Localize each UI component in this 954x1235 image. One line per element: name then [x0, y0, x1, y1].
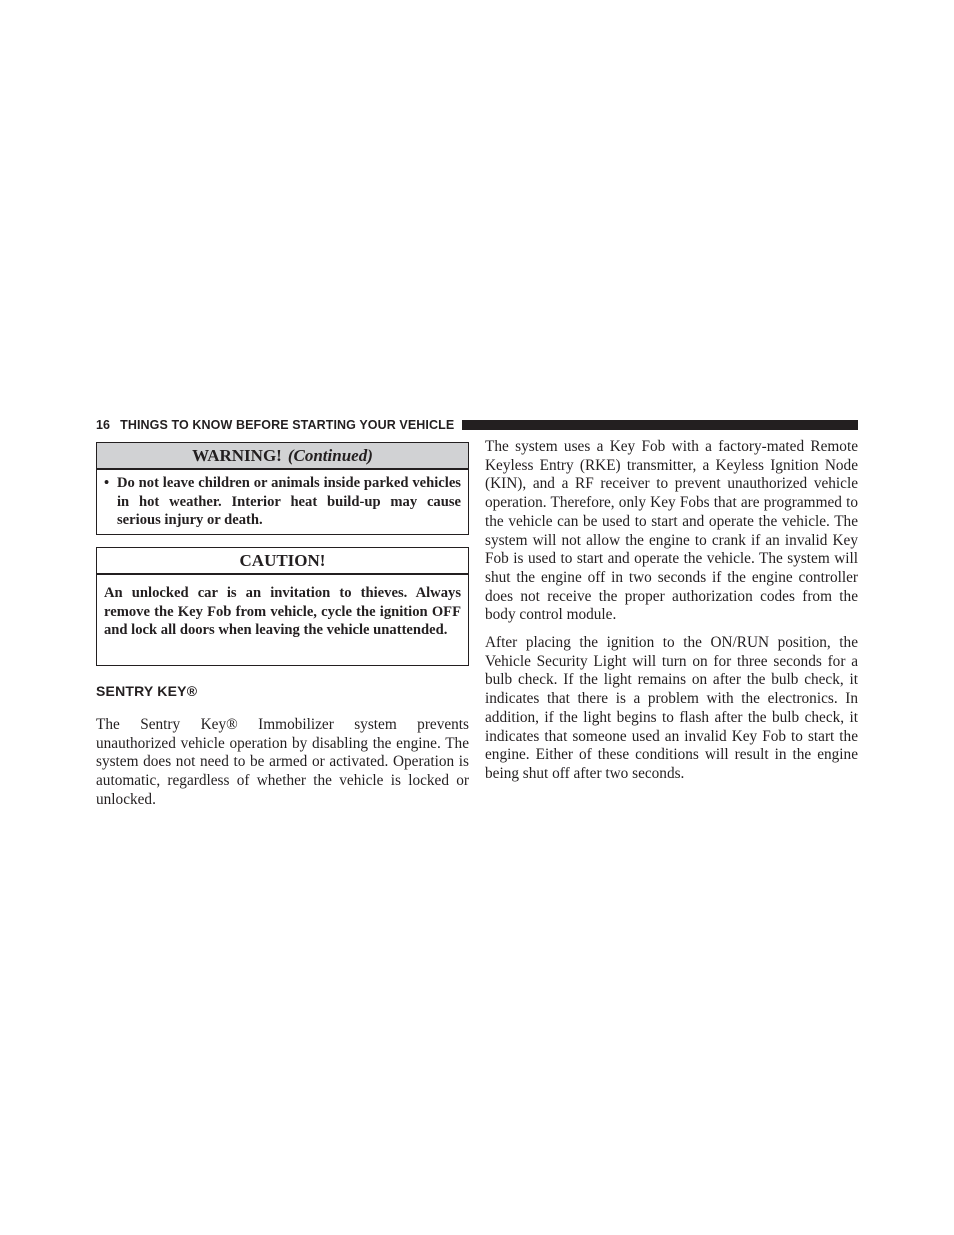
caution-title: CAUTION! [239, 551, 326, 570]
warning-box [96, 442, 469, 535]
warning-title: WARNING! [192, 446, 282, 465]
caution-body: An unlocked car is an invitation to thieves. Always remove the Key Fob from vehicle, cycle the ignition OFF and lock all doors when leaving the vehicle unattended. [104, 585, 461, 639]
running-title: THINGS TO KNOW BEFORE STARTING YOUR VEHICLE [120, 418, 455, 432]
sentry-key-paragraph: The Sentry Key® Immobilizer system prevents unauthorized vehicle operation by disabling the engine. The system does not need to be armed or activated. Operation is automatic, regardless of whether the vehicle is locked or unlocked. [96, 716, 469, 808]
left-column [96, 442, 469, 810]
system-description-paragraph: The system uses a Key Fob with a factory-mated Remote Keyless Entry (RKE) transmitter, a Keyless Ignition Node (KIN), and a RF receiver to prevent unauthorized vehicle operation. Therefore, only Key Fobs that are programmed to the vehicle can be used to start and operate the vehicle. The system will not allow the engine to crank if an invalid Key Fob is used to start and operate the vehicle. The system will shut the engine off in two seconds if the engine controller does not receive the proper authorization codes from the body control module. [485, 438, 858, 624]
bullet-icon: • [104, 475, 110, 491]
warning-bullet-item [104, 474, 461, 530]
caution-header [97, 548, 468, 575]
warning-body [97, 470, 468, 537]
warning-continued: (Continued) [287, 446, 373, 465]
running-header [96, 418, 454, 432]
header-rule [462, 420, 858, 430]
warning-header [97, 443, 468, 470]
warning-bullet-text: Do not leave children or animals inside parked vehicles in hot weather. Interior heat build-up may cause serious injury or death. [117, 475, 461, 529]
security-light-paragraph: After placing the ignition to the ON/RUN position, the Vehicle Security Light will turn on for three seconds for a bulb check. If the light remains on after the bulb check, it indicates that there is a problem with the electronics. In addition, if the light begins to flash after the bulb check, it indicates that someone used an invalid Key Fob to start the engine. Either of these conditions will result in the engine being shut off after two seconds. [485, 634, 858, 782]
sentry-key-heading: SENTRY KEY® [96, 683, 198, 699]
page-header [96, 417, 858, 433]
caution-box [96, 547, 469, 666]
right-column [485, 438, 858, 784]
page-number: 16 [96, 418, 111, 432]
